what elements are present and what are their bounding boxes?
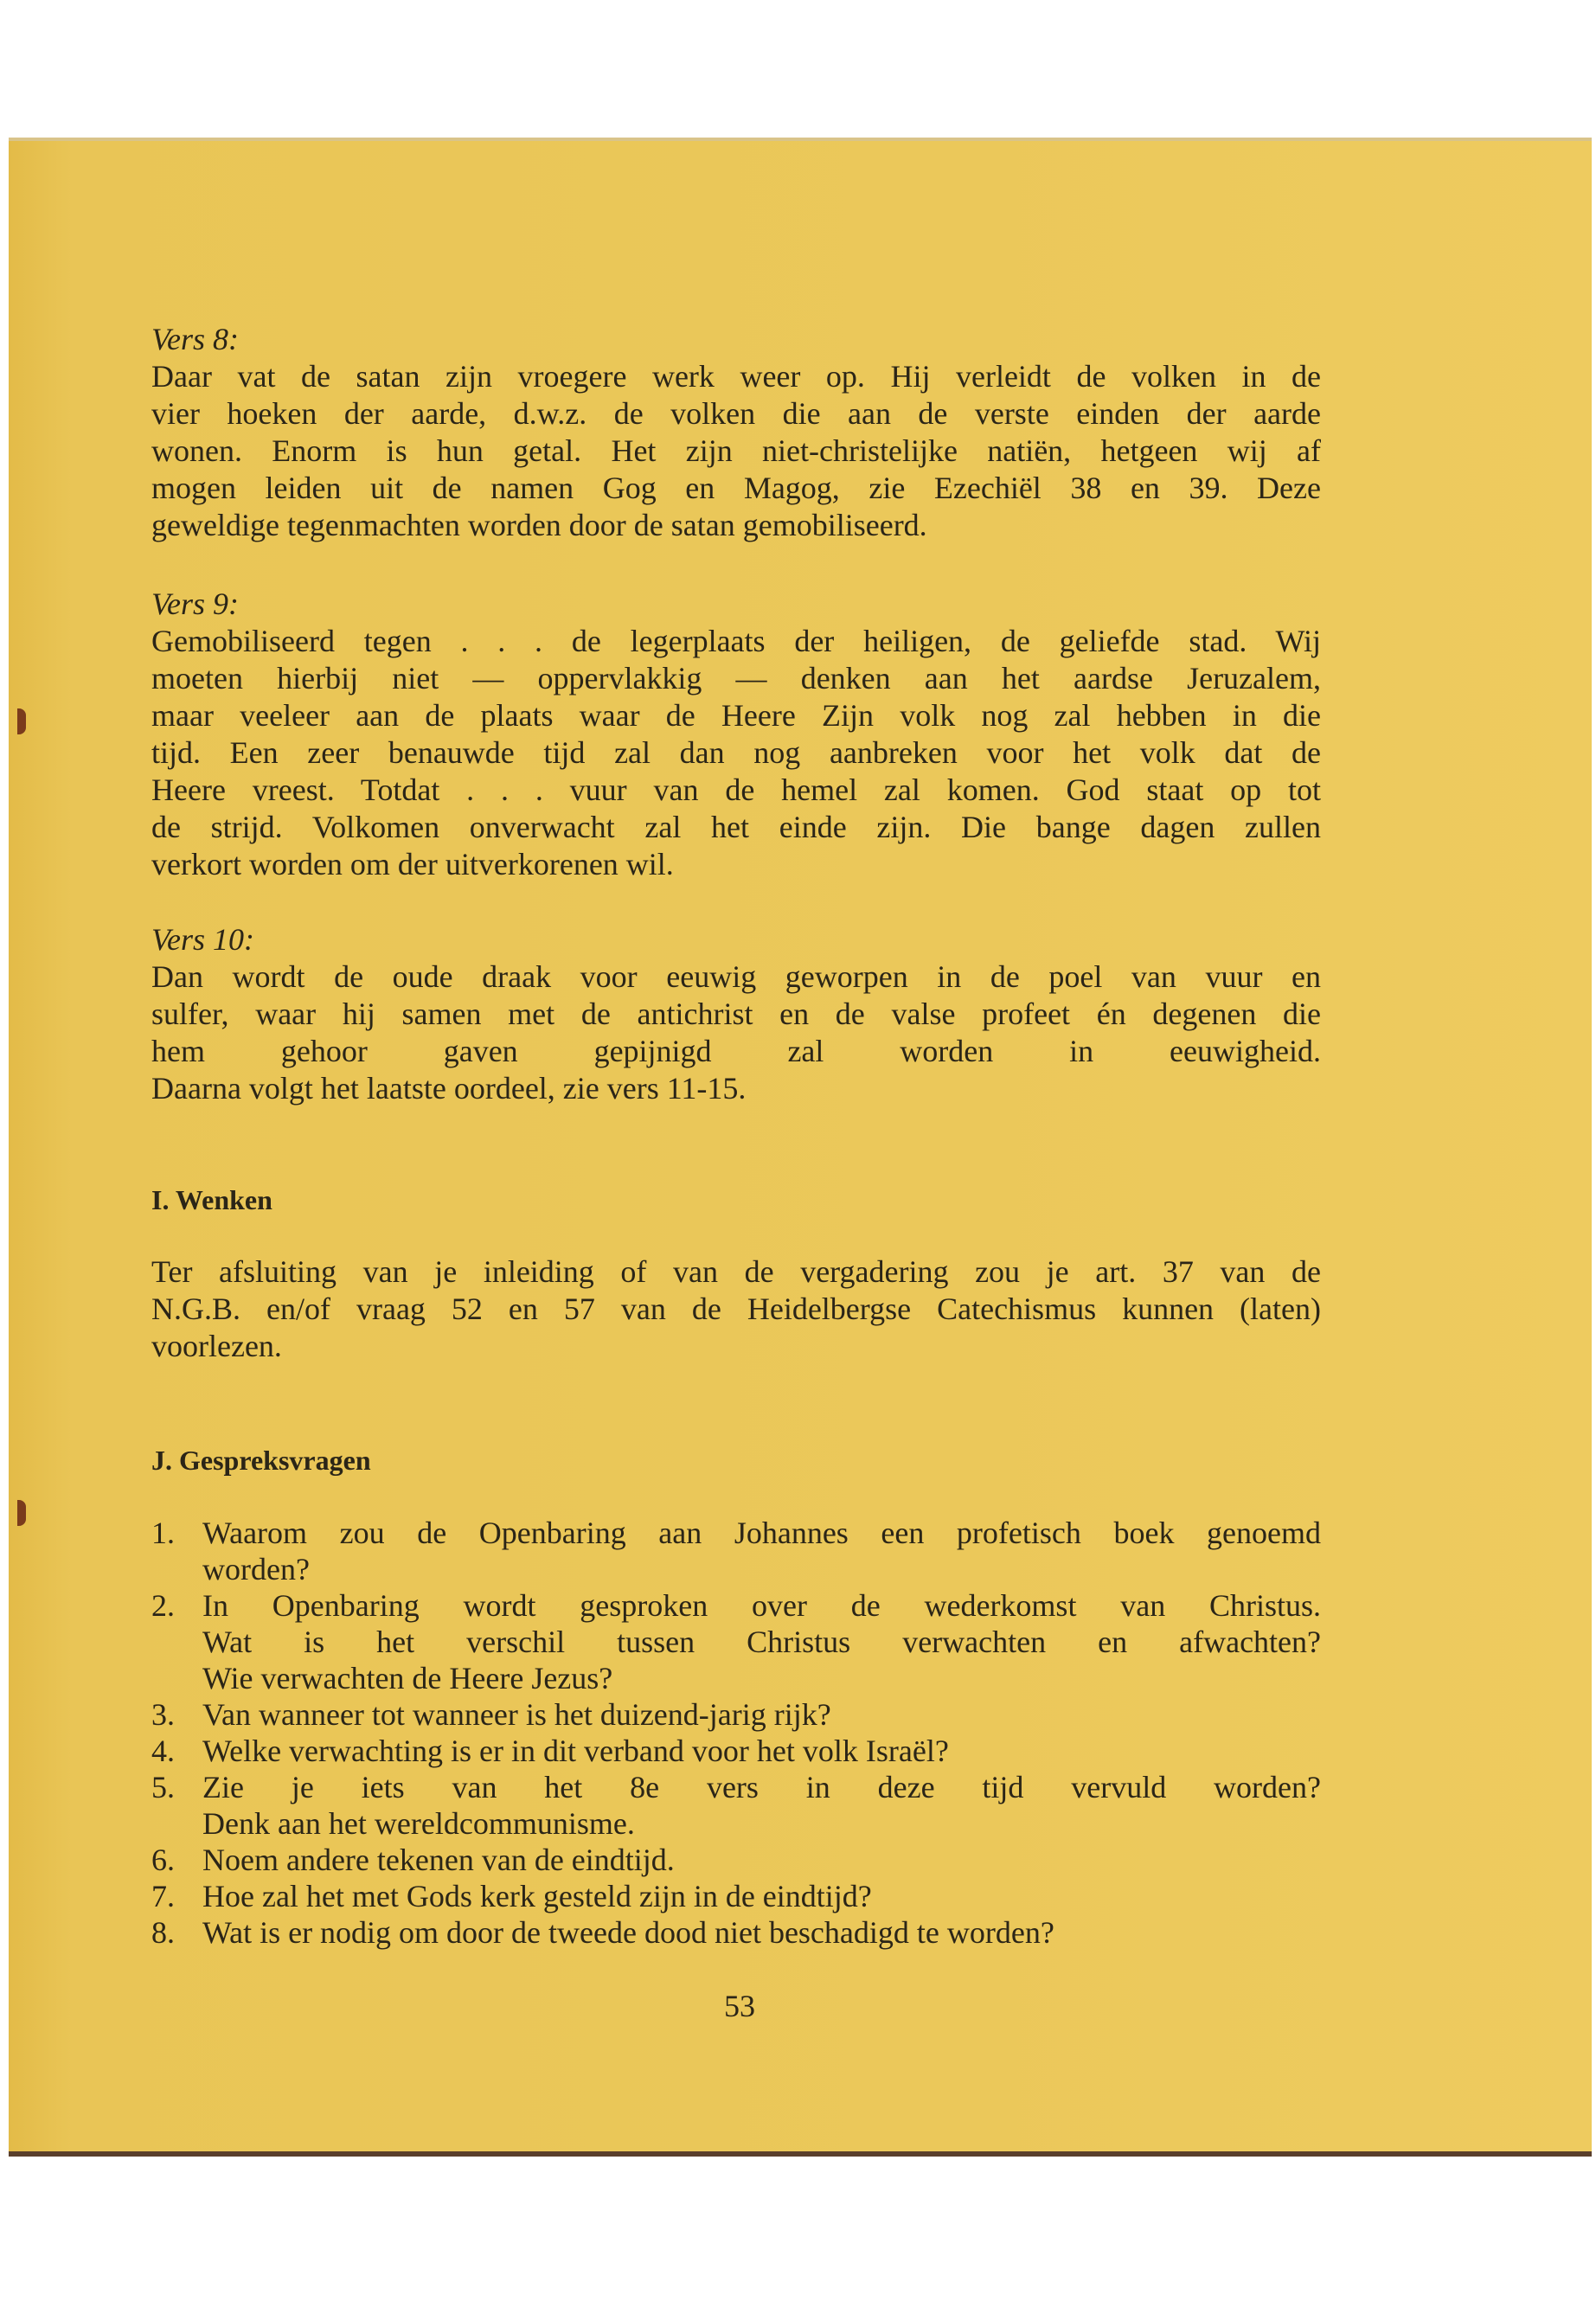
verse-label: Vers 9: — [151, 586, 239, 621]
question-text — [202, 1842, 1321, 1878]
section-heading: I. Wenken — [151, 1184, 272, 1215]
paragraph-line: Heere vreest. Totdat . . . vuur van de hemel zal komen. God staat op tot — [151, 772, 1321, 807]
verse-label: Vers 8: — [151, 322, 239, 356]
question-item — [151, 1587, 1321, 1696]
question-line: Hoe zal het met Gods kerk gesteld zijn in de eindtijd? — [202, 1879, 872, 1913]
verse-section — [151, 586, 1321, 883]
verse-section — [151, 921, 1321, 1107]
paragraph-line: verkort worden om der uitverkorenen wil. — [151, 847, 674, 881]
question-line: In Openbaring wordt gesproken over de wederkomst van Christus. — [202, 1588, 1321, 1623]
question-line: Wat is er nodig om door de tweede dood niet beschadigd te worden? — [202, 1915, 1054, 1950]
question-text — [202, 1878, 1321, 1914]
wenken-section — [151, 1182, 1321, 1365]
paragraph-line: Gemobiliseerd tegen . . . de legerplaats der heiligen, de geliefde stad. Wij — [151, 624, 1321, 658]
question-line: Van wanneer tot wanneer is het duizend-jarig rijk? — [202, 1697, 831, 1732]
gespreksvragen-section — [151, 1442, 1321, 1951]
question-item — [151, 1914, 1321, 1951]
question-text — [202, 1515, 1321, 1587]
question-number: 6. — [151, 1843, 175, 1877]
paragraph-line: Dan wordt de oude draak voor eeuwig geworpen in de poel van vuur en — [151, 959, 1321, 994]
question-item — [151, 1769, 1321, 1842]
question-line: worden? — [202, 1552, 310, 1586]
question-text — [202, 1733, 1321, 1769]
paragraph-line: vier hoeken der aarde, d.w.z. de volken die aan de verste einden der aarde — [151, 396, 1321, 431]
question-line: Waarom zou de Openbaring aan Johannes een profetisch boek genoemd — [202, 1516, 1321, 1550]
question-number: 7. — [151, 1879, 175, 1913]
paragraph-line: geweldige tegenmachten worden door de satan gemobiliseerd. — [151, 508, 927, 542]
question-number: 3. — [151, 1697, 175, 1732]
paragraph-line: wonen. Enorm is hun getal. Het zijn niet-christelijke natiën, hetgeen wij af — [151, 433, 1321, 468]
question-line: Denk aan het wereldcommunisme. — [202, 1806, 635, 1841]
question-text — [202, 1769, 1321, 1842]
verse-section — [151, 321, 1321, 544]
question-item — [151, 1878, 1321, 1914]
question-number: 8. — [151, 1915, 175, 1950]
paragraph-line: voorlezen. — [151, 1329, 282, 1363]
question-line: Welke verwachting is er in dit verband voor het volk Israël? — [202, 1734, 949, 1768]
paragraph-line: Daarna volgt het laatste oordeel, zie vers 11-15. — [151, 1071, 747, 1106]
question-text — [202, 1696, 1321, 1733]
paragraph-line: Daar vat de satan zijn vroegere werk weer op. Hij verleidt de volken in de — [151, 359, 1321, 394]
spacer — [151, 1219, 1321, 1253]
section-heading: J. Gespreksvragen — [151, 1445, 371, 1476]
paragraph-line: de strijd. Volkomen onverwacht zal het einde zijn. Die bange dagen zullen — [151, 810, 1321, 844]
paragraph-line: hem gehoor gaven gepijnigd zal worden in eeuwigheid. — [151, 1034, 1321, 1068]
question-line: Zie je iets van het 8e vers in deze tijd vervuld worden? — [202, 1770, 1321, 1804]
binding-mark — [17, 708, 26, 734]
paragraph-line: tijd. Een zeer benauwde tijd zal dan nog aanbreken voor het volk dat de — [151, 735, 1321, 770]
spacer — [151, 1478, 1321, 1515]
question-item — [151, 1515, 1321, 1587]
question-text — [202, 1914, 1321, 1951]
question-line: Noem andere tekenen van de eindtijd. — [202, 1843, 675, 1877]
binding-mark — [17, 1500, 26, 1526]
paragraph-line: maar veeleer aan de plaats waar de Heere Zijn volk nog zal hebben in die — [151, 698, 1321, 733]
question-item — [151, 1696, 1321, 1733]
question-text — [202, 1587, 1321, 1696]
page-number: 53 — [724, 1989, 755, 2023]
question-number: 4. — [151, 1734, 175, 1768]
paragraph-line: Ter afsluiting van je inleiding of van de vergadering zou je art. 37 van de — [151, 1254, 1321, 1289]
paragraph-line: moeten hierbij niet — oppervlakkig — denken aan het aardse Jeruzalem, — [151, 661, 1321, 695]
question-line: Wat is het verschil tussen Christus verwachten en afwachten? — [202, 1625, 1321, 1659]
paragraph-line: sulfer, waar hij samen met de antichrist en de valse profeet én degenen die — [151, 997, 1321, 1031]
question-number: 5. — [151, 1770, 175, 1804]
question-number: 2. — [151, 1588, 175, 1623]
question-number: 1. — [151, 1516, 175, 1550]
paragraph-line: mogen leiden uit de namen Gog en Magog, zie Ezechiël 38 en 39. Deze — [151, 471, 1321, 505]
paragraph-line: N.G.B. en/of vraag 52 en 57 van de Heidelbergse Catechismus kunnen (laten) — [151, 1292, 1321, 1326]
question-line: Wie verwachten de Heere Jezus? — [202, 1661, 613, 1695]
question-item — [151, 1733, 1321, 1769]
verse-label: Vers 10: — [151, 922, 254, 957]
question-item — [151, 1842, 1321, 1878]
